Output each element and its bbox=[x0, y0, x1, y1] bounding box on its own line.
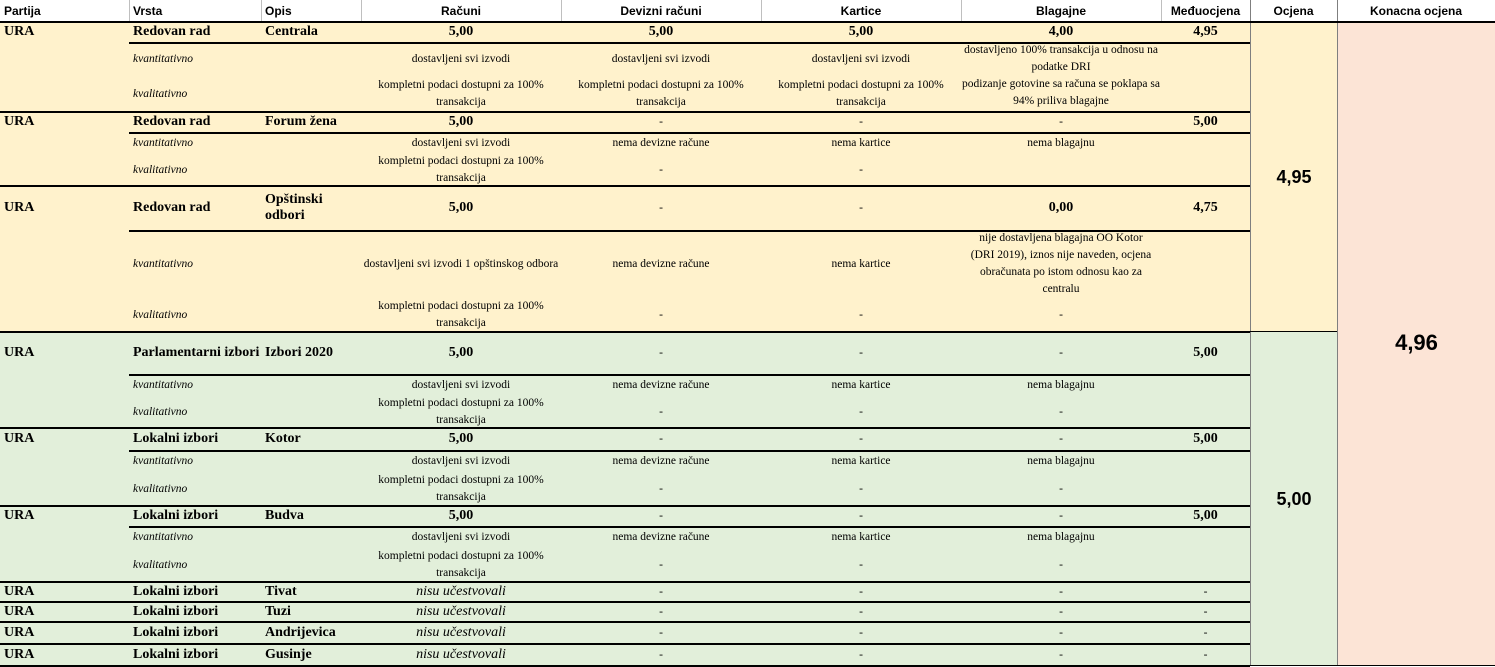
kvalitativno-racuni: kompletni podaci dostupni za 100% transakcija bbox=[378, 550, 544, 579]
row-opis: Budva bbox=[265, 508, 304, 523]
row-racuni-grade: nisu učestvovali bbox=[416, 647, 506, 662]
row-kartice-grade: - bbox=[859, 201, 863, 214]
row-opis: Kotor bbox=[265, 431, 301, 446]
row-opis: Andrijevica bbox=[265, 625, 336, 640]
row-partija: URA bbox=[4, 604, 35, 619]
row-devizni-grade: - bbox=[659, 648, 663, 661]
row-vrsta: Lokalni izbori bbox=[133, 647, 219, 662]
kvalitativno-devizni: - bbox=[659, 482, 663, 495]
row-racuni-grade: nisu učestvovali bbox=[416, 584, 506, 599]
header-medjuocjena: Međuocjena bbox=[1170, 4, 1241, 18]
row-vrsta: Lokalni izbori bbox=[133, 604, 219, 619]
row-racuni-grade: 5,00 bbox=[448, 345, 474, 360]
kvantitativno-devizni: nema devizne račune bbox=[612, 257, 710, 270]
row-medjuocjena: 4,75 bbox=[1193, 200, 1218, 215]
row-kartice-grade: - bbox=[859, 626, 863, 639]
kvalitativno-devizni: kompletni podaci dostupni za 100% transakcija bbox=[578, 79, 744, 108]
row-blagajne-grade: - bbox=[1059, 626, 1063, 639]
kvantitativno-label: kvantitativno bbox=[133, 136, 194, 149]
row-medjuocjena: 5,00 bbox=[1193, 114, 1218, 129]
kvantitativno-blagajne: nema blagajnu bbox=[1027, 378, 1095, 391]
row-medjuocjena: - bbox=[1203, 585, 1208, 598]
kvalitativno-racuni: kompletni podaci dostupni za 100% transakcija bbox=[378, 300, 544, 329]
row-racuni-grade: 5,00 bbox=[448, 508, 474, 523]
row-racuni-grade: 5,00 bbox=[448, 24, 474, 39]
row-racuni-grade: 5,00 bbox=[448, 200, 474, 215]
row-medjuocjena: 5,00 bbox=[1193, 345, 1218, 360]
row-blagajne-grade: - bbox=[1059, 115, 1063, 128]
row-racuni-grade: 5,00 bbox=[448, 431, 474, 446]
row-devizni-grade: - bbox=[659, 115, 663, 128]
kvantitativno-devizni: nema devizne račune bbox=[612, 530, 710, 543]
kvantitativno-label: kvantitativno bbox=[133, 454, 194, 467]
kvalitativno-racuni: kompletni podaci dostupni za 100% transakcija bbox=[378, 79, 544, 108]
kvantitativno-blagajne: nema blagajnu bbox=[1027, 530, 1095, 543]
kvantitativno-kartice: nema kartice bbox=[831, 454, 891, 467]
row-devizni-grade: - bbox=[659, 346, 663, 359]
row-divider bbox=[129, 132, 1250, 134]
row-partija: URA bbox=[4, 114, 35, 129]
kvantitativno-devizni: nema devizne račune bbox=[612, 378, 710, 391]
row-vrsta: Redovan rad bbox=[133, 114, 211, 129]
kvantitativno-blagajne: dostavljeno 100% transakcija u odnosu na podatke DRI bbox=[964, 44, 1158, 73]
row-racuni-grade: 5,00 bbox=[448, 114, 474, 129]
kvalitativno-label: kvalitativno bbox=[133, 87, 188, 100]
header-blagajne: Blagajne bbox=[1035, 4, 1086, 18]
kvantitativno-kartice: nema kartice bbox=[831, 530, 891, 543]
row-divider bbox=[129, 374, 1250, 376]
row-opis: Centrala bbox=[265, 24, 318, 39]
kvalitativno-blagajne: - bbox=[1059, 405, 1063, 418]
row-kartice-grade: - bbox=[859, 605, 863, 618]
row-blagajne-grade: - bbox=[1059, 432, 1063, 445]
kvalitativno-label: kvalitativno bbox=[133, 405, 188, 418]
row-partija: URA bbox=[4, 24, 35, 39]
kvantitativno-kartice: nema kartice bbox=[831, 257, 891, 270]
header-vrsta: Vrsta bbox=[133, 4, 163, 18]
row-partija: URA bbox=[4, 200, 35, 215]
kvantitativno-racuni: dostavljeni svi izvodi bbox=[411, 530, 511, 543]
ocjena-izbori: 5,00 bbox=[1276, 488, 1312, 509]
row-vrsta: Parlamentarni izbori bbox=[133, 345, 260, 360]
kvalitativno-blagajne: - bbox=[1059, 308, 1063, 321]
kvalitativno-devizni: - bbox=[659, 558, 663, 571]
row-medjuocjena: - bbox=[1203, 648, 1208, 661]
row-opis: Izbori 2020 bbox=[265, 345, 334, 360]
row-medjuocjena: 5,00 bbox=[1193, 431, 1218, 446]
kvalitativno-devizni: - bbox=[659, 308, 663, 321]
kvalitativno-devizni: - bbox=[659, 405, 663, 418]
kvantitativno-kartice: nema kartice bbox=[831, 378, 891, 391]
kvantitativno-label: kvantitativno bbox=[133, 530, 194, 543]
kvalitativno-blagajne bbox=[961, 154, 1161, 186]
kvantitativno-racuni: dostavljeni svi izvodi bbox=[411, 136, 511, 149]
row-vrsta: Lokalni izbori bbox=[133, 584, 219, 599]
kvalitativno-label: kvalitativno bbox=[133, 482, 188, 495]
kvalitativno-kartice: - bbox=[859, 482, 863, 495]
row-racuni-grade: nisu učestvovali bbox=[416, 625, 506, 640]
kvantitativno-racuni: dostavljeni svi izvodi bbox=[411, 454, 511, 467]
kvalitativno-kartice: - bbox=[859, 405, 863, 418]
row-blagajne-grade: - bbox=[1059, 585, 1063, 598]
row-vrsta: Redovan rad bbox=[133, 24, 211, 39]
row-vrsta: Lokalni izbori bbox=[133, 625, 219, 640]
row-divider bbox=[129, 450, 1250, 452]
kvalitativno-racuni: kompletni podaci dostupni za 100% transakcija bbox=[378, 155, 544, 184]
kvantitativno-racuni: dostavljeni svi izvodi bbox=[411, 378, 511, 391]
header-ocjena: Ocjena bbox=[1273, 4, 1314, 18]
row-partija: URA bbox=[4, 345, 35, 360]
row-vrsta: Lokalni izbori bbox=[133, 508, 219, 523]
row-opis: Gusinje bbox=[265, 647, 312, 662]
row-opis: Tuzi bbox=[265, 604, 291, 619]
kvantitativno-blagajne: nema blagajnu bbox=[1027, 454, 1095, 467]
header-racuni: Računi bbox=[440, 4, 481, 18]
row-devizni-grade: - bbox=[659, 509, 663, 522]
kvalitativno-devizni: - bbox=[659, 163, 663, 176]
header-devizni-racuni: Devizni računi bbox=[620, 4, 702, 18]
row-kartice-grade: - bbox=[859, 115, 863, 128]
kvalitativno-label: kvalitativno bbox=[133, 308, 188, 321]
kvantitativno-racuni: dostavljeni svi izvodi bbox=[411, 52, 511, 65]
row-partija: URA bbox=[4, 625, 35, 640]
row-medjuocjena: 5,00 bbox=[1193, 508, 1218, 523]
kvantitativno-blagajne: nema blagajnu bbox=[1027, 136, 1095, 149]
row-medjuocjena: - bbox=[1203, 626, 1208, 639]
ocjena-redovan-rad: 4,95 bbox=[1276, 166, 1312, 187]
row-kartice-grade: - bbox=[859, 346, 863, 359]
header-opis: Opis bbox=[265, 4, 292, 18]
kvalitativno-label: kvalitativno bbox=[133, 558, 188, 571]
row-devizni-grade: - bbox=[659, 201, 663, 214]
row-blagajne-grade: - bbox=[1059, 605, 1063, 618]
row-partija: URA bbox=[4, 647, 35, 662]
row-vrsta: Lokalni izbori bbox=[133, 431, 219, 446]
kvalitativno-kartice: - bbox=[859, 163, 863, 176]
row-racuni-grade: nisu učestvovali bbox=[416, 604, 506, 619]
kvantitativno-devizni: dostavljeni svi izvodi bbox=[611, 52, 711, 65]
row-blagajne-grade: - bbox=[1059, 648, 1063, 661]
kvalitativno-blagajne: podizanje gotovine sa računa se poklapa sa 94% priliva blagajne bbox=[962, 78, 1160, 107]
kvalitativno-racuni: kompletni podaci dostupni za 100% transakcija bbox=[378, 397, 544, 426]
row-partija: URA bbox=[4, 508, 35, 523]
row-kartice-grade: - bbox=[859, 509, 863, 522]
row-divider bbox=[129, 526, 1250, 528]
row-devizni-grade: - bbox=[659, 585, 663, 598]
row-devizni-grade: - bbox=[659, 605, 663, 618]
row-divider bbox=[129, 230, 1250, 232]
kvantitativno-devizni: nema devizne račune bbox=[612, 454, 710, 467]
kvalitativno-blagajne: - bbox=[1059, 482, 1063, 495]
kvalitativno-kartice: - bbox=[859, 558, 863, 571]
row-devizni-grade: - bbox=[659, 432, 663, 445]
row-opis: Tivat bbox=[265, 584, 297, 599]
row-opis: Opštinski odbori bbox=[265, 192, 323, 223]
row-blagajne-grade: 4,00 bbox=[1048, 24, 1074, 39]
header-konacna-ocjena: Konacna ocjena bbox=[1369, 4, 1463, 18]
kvantitativno-kartice: dostavljeni svi izvodi bbox=[811, 52, 911, 65]
header-partija: Partija bbox=[4, 4, 41, 18]
row-partija: URA bbox=[4, 431, 35, 446]
header-kartice: Kartice bbox=[840, 4, 882, 18]
kvalitativno-label: kvalitativno bbox=[133, 163, 188, 176]
row-divider bbox=[1250, 331, 1337, 332]
kvantitativno-label: kvantitativno bbox=[133, 378, 194, 391]
row-medjuocjena: - bbox=[1203, 605, 1208, 618]
kvalitativno-kartice: - bbox=[859, 308, 863, 321]
kvantitativno-kartice: nema kartice bbox=[831, 136, 891, 149]
row-devizni-grade: 5,00 bbox=[648, 24, 674, 39]
kvantitativno-devizni: nema devizne račune bbox=[612, 136, 710, 149]
row-divider bbox=[129, 42, 1250, 44]
row-blagajne-grade: - bbox=[1059, 346, 1063, 359]
row-kartice-grade: - bbox=[859, 585, 863, 598]
kvantitativno-label: kvantitativno bbox=[133, 52, 194, 65]
kvalitativno-blagajne: - bbox=[1059, 558, 1063, 571]
kvantitativno-blagajne: nije dostavljena blagajna OO Kotor (DRI 2019), iznos nije naveden, ocjena obračunata po istom odnosu kao za centralu bbox=[970, 232, 1152, 295]
kvalitativno-racuni: kompletni podaci dostupni za 100% transakcija bbox=[378, 474, 544, 503]
kvantitativno-racuni: dostavljeni svi izvodi 1 opštinskog odbora bbox=[363, 257, 559, 270]
row-partija: URA bbox=[4, 584, 35, 599]
konacna-ocjena-value: 4,96 bbox=[1395, 330, 1438, 355]
row-kartice-grade: 5,00 bbox=[848, 24, 874, 39]
row-blagajne-grade: - bbox=[1059, 509, 1063, 522]
row-kartice-grade: - bbox=[859, 432, 863, 445]
row-medjuocjena: 4,95 bbox=[1193, 24, 1218, 39]
row-blagajne-grade: 0,00 bbox=[1048, 200, 1074, 215]
kvalitativno-kartice: kompletni podaci dostupni za 100% transakcija bbox=[778, 79, 944, 108]
kvantitativno-label: kvantitativno bbox=[133, 257, 194, 270]
row-opis: Forum žena bbox=[265, 114, 337, 129]
row-kartice-grade: - bbox=[859, 648, 863, 661]
row-devizni-grade: - bbox=[659, 626, 663, 639]
row-vrsta: Redovan rad bbox=[133, 200, 211, 215]
